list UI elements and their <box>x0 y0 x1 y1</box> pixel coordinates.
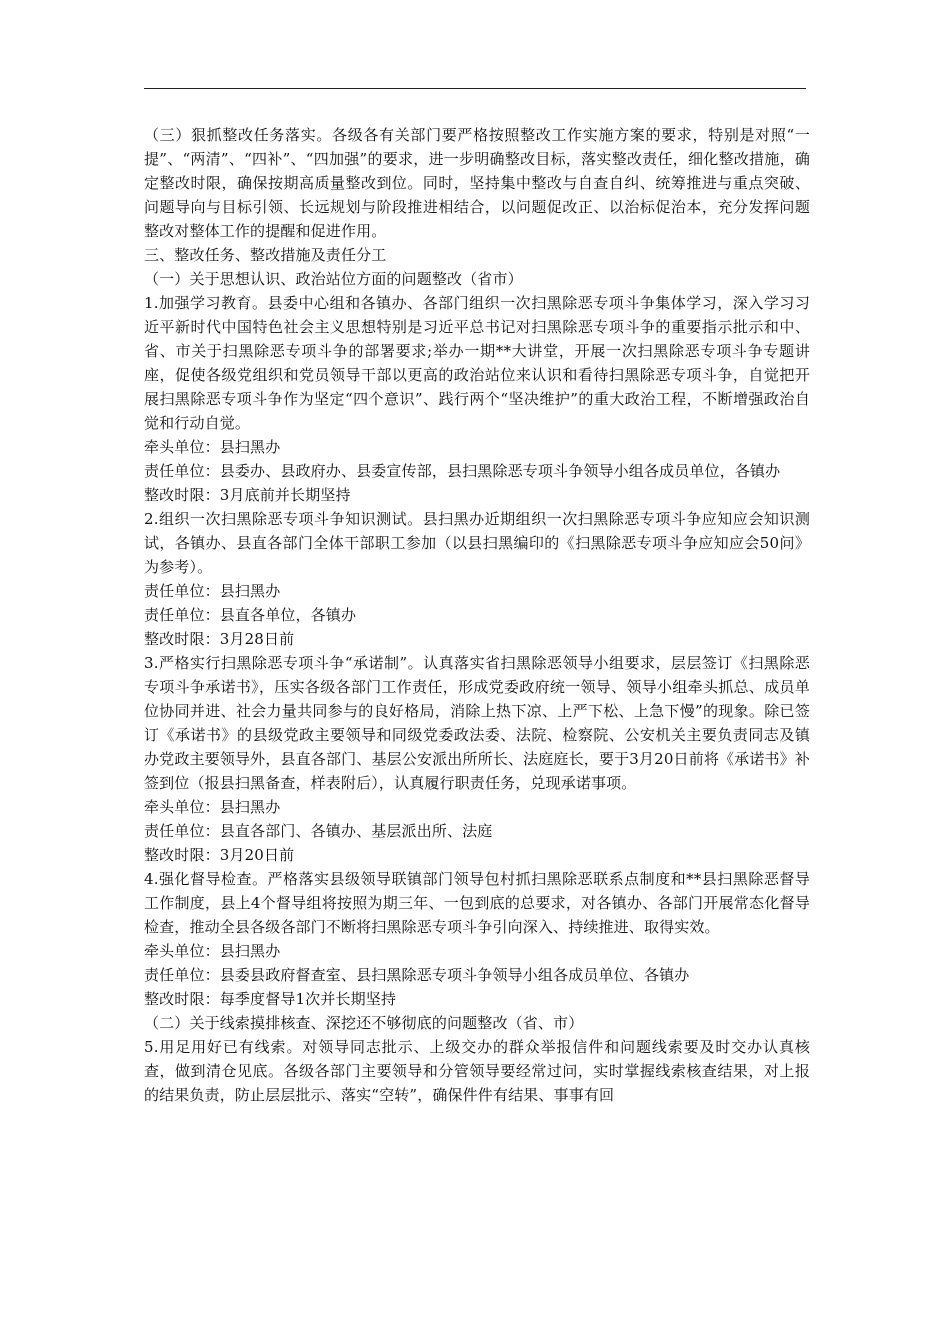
item-3-lead-unit: 牵头单位：县扫黑办 <box>144 798 281 816</box>
item-5-existing-clues: 5.用足用好已有线索。对领导同志批示、上级交办的群众举报信件和问题线索要及时交办认真核查，做到清仓见底。各级各部门主要领导和分管领导要经常过问，实时掌握线索核查结果，对上报的结果负责，防止层层批示、落实“空转”，确保件件有结果、事事有回 <box>144 1038 810 1104</box>
item-2-deadline: 整改时限：3月28日前 <box>144 630 295 648</box>
item-2-knowledge-test: 2.组织一次扫黑除恶专项斗争知识测试。县扫黑办近期组织一次扫黑除恶专项斗争应知应会知识测试，各镇办、县直各部门全体干部职工参加（以县扫黑编印的《扫黑除恶专项斗争应知应会50问》为参考）。 <box>144 510 810 576</box>
item-4-deadline: 整改时限：每季度督导1次并长期坚持 <box>144 990 397 1008</box>
item-1-study-education: 1.加强学习教育。县委中心组和各镇办、各部门组织一次扫黑除恶专项斗争集体学习，深入学习习近平新时代中国特色社会主义思想特别是习近平总书记对扫黑除恶专项斗争的重要指示批示和中、省、市关于扫黑除恶专项斗争的部署要求;举办一期**大讲堂，开展一次扫黑除恶专项斗争专题讲座，促使各级党组织和党员领导干部以更高的政治站位来认识和看待扫黑除恶专项斗争，自觉把开展扫黑除恶专项斗争作为坚定“四个意识”、践行两个“坚决维护”的重大政治工程，不断增强政治自觉和行动自觉。 <box>144 294 810 432</box>
item-4-lead-unit: 牵头单位：县扫黑办 <box>144 942 281 960</box>
item-3-responsible-units: 责任单位：县直各部门、各镇办、基层派出所、法庭 <box>144 822 493 840</box>
item-4-supervision: 4.强化督导检查。严格落实县级领导联镇部门领导包村抓扫黑除恶联系点制度和**县扫黑除恶督导工作制度，县上4个督导组将按照为期三年、一包到底的总要求，对各镇办、各部门开展常态化督导检查，推动全县各级各部门不断将扫黑除恶专项斗争引向深入、持续推进、取得实效。 <box>144 870 810 936</box>
subsection-heading-1: （一）关于思想认识、政治站位方面的问题整改（省市） <box>144 270 523 288</box>
item-3-deadline: 整改时限：3月20日前 <box>144 846 295 864</box>
item-4-responsible-units: 责任单位：县委县政府督查室、县扫黑除恶专项斗争领导小组各成员单位、各镇办 <box>144 966 690 984</box>
item-3-commitment-system: 3.严格实行扫黑除恶专项斗争“承诺制”。认真落实省扫黑除恶领导小组要求，层层签订《扫黑除恶专项斗争承诺书》，压实各级各部门工作责任，形成党委政府统一领导、领导小组牵头抓总、成员单位协同并进、社会力量共同参与的良好格局，消除上热下凉、上严下松、上急下慢”的现象。除已签订《承诺书》的县级党政主要领导和同级党委政法委、法院、检察院、公安机关主要负责同志及镇办党政主要领导外，县直各部门、基层公安派出所所长、法庭庭长，要于3月20日前将《承诺书》补签到位（报县扫黑备查，样表附后），认真履行职责任务，兑现承诺事项。 <box>144 654 810 792</box>
header-rule <box>144 88 806 89</box>
subsection-heading-2: （二）关于线索摸排核查、深挖还不够彻底的问题整改（省、市） <box>144 1014 584 1032</box>
document-body <box>144 123 810 1107</box>
item-2-responsible-units: 责任单位：县直各单位，各镇办 <box>144 606 357 624</box>
section-heading-3: 三、整改任务、整改措施及责任分工 <box>144 246 387 264</box>
paragraph-task-implementation: （三）狠抓整改任务落实。各级各有关部门要严格按照整改工作实施方案的要求，特别是对照“一提”、“两清”、“四补”、“四加强”的要求，进一步明确整改目标，落实整改责任，细化整改措施，确定整改时限，确保按期高质量整改到位。同时，坚持集中整改与自查自纠、统筹推进与重点突破、问题导向与目标引领、长远规划与阶段推进相结合，以问题促改正、以治标促治本，充分发挥问题整改对整体工作的提醒和促进作用。 <box>144 126 810 240</box>
item-1-deadline: 整改时限：3月底前并长期坚持 <box>144 486 351 504</box>
item-2-lead-unit: 责任单位：县扫黑办 <box>144 582 281 600</box>
item-1-lead-unit: 牵头单位：县扫黑办 <box>144 438 281 456</box>
item-1-responsible-units: 责任单位：县委办、县政府办、县委宣传部，县扫黑除恶专项斗争领导小组各成员单位，各镇办 <box>144 462 781 480</box>
